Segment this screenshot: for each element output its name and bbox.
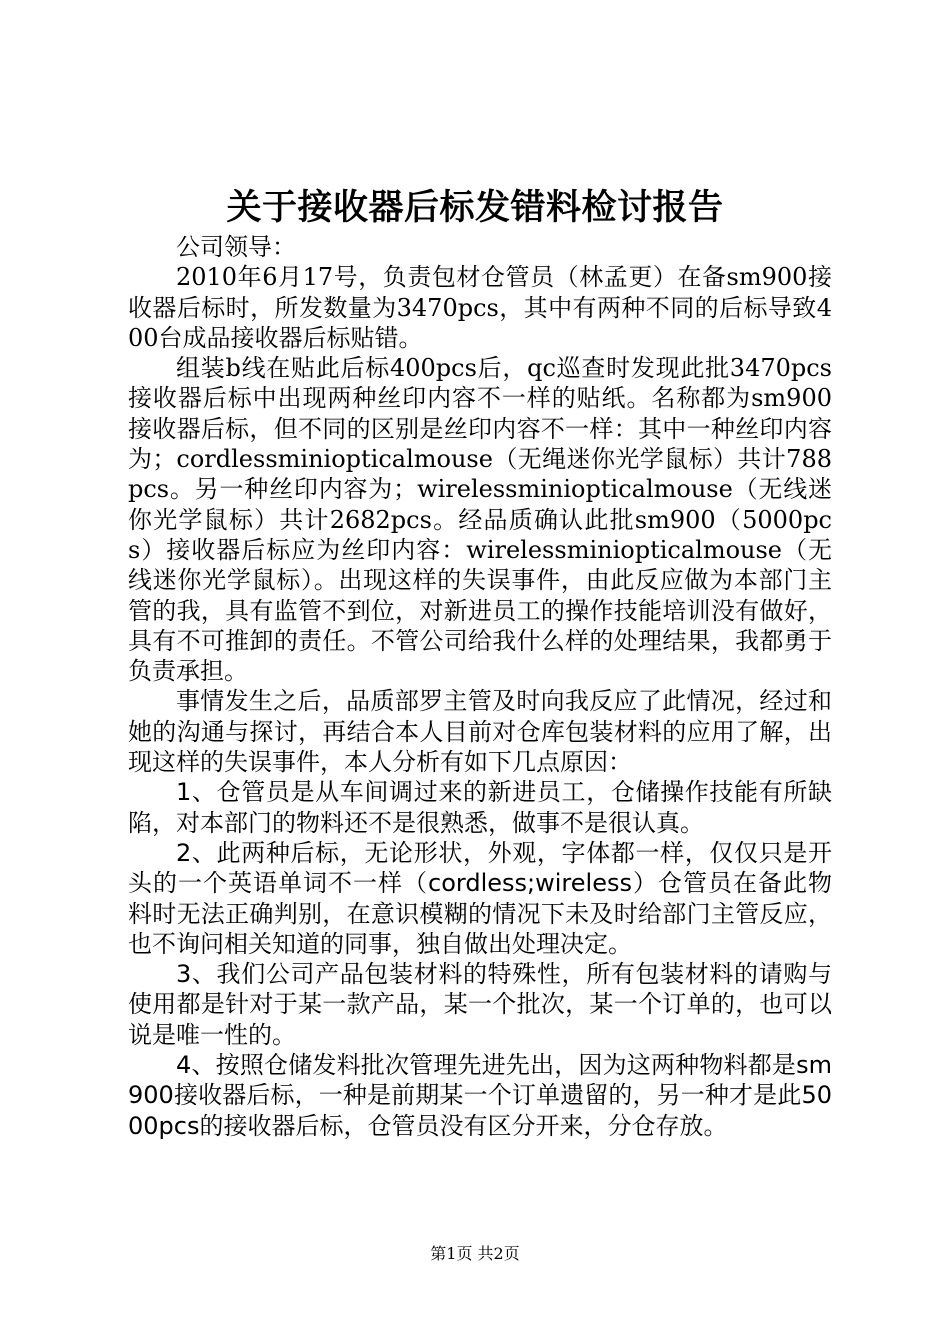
page-footer: 第1页 共2页	[430, 1244, 520, 1263]
reason-item: 2、此两种后标，无论形状，外观，字体都一样，仅仅只是开头的一个英语单词不一样（cordless;wireless）仓管员在备此物料时无法正确判别，在意识模糊的情况下未及时给部门主管反应，也不询问相关知道的同事，独自做出处理决定。	[128, 838, 832, 958]
paragraph-discovery: 组装b线在贴此后标400pcs后，qc巡查时发现此批3470pcs接收器后标中出现两种丝印内容不一样的贴纸。名称都为sm900接收器后标，但不同的区别是丝印内容不一样：其中一种丝印内容为；cordlessminiopticalmouse（无绳迷你光学鼠标）共计788pcs。另一种丝印内容为；wirelessminiopticalmouse（无线迷你光学鼠标）共计2682pcs。经品质确认此批sm900（5000pcs）接收器后标应为丝印内容：wirelessminiopticalmouse（无线迷你光学鼠标）。出现这样的失误事件，由此反应做为本部门主管的我，具有监管不到位，对新进员工的操作技能培训没有做好，具有不可推卸的责任。不管公司给我什么样的处理结果，我都勇于负责承担。	[128, 354, 832, 686]
salutation: 公司领导：	[176, 233, 296, 261]
paragraph-analysis-intro: 事情发生之后，品质部罗主管及时向我反应了此情况，经过和她的沟通与探讨，再结合本人目前对仓库包装材料的应用了解，出现这样的失误事件，本人分析有如下几点原因：	[128, 687, 832, 777]
reason-item: 4、按照仓储发料批次管理先进先出，因为这两种物料都是sm900接收器后标，一种是前期某一个订单遗留的，另一种才是此5000pcs的接收器后标，仓管员没有区分开来，分仓存放。	[128, 1051, 832, 1140]
document-body	[128, 232, 832, 1141]
document-title: 关于接收器后标发错料检讨报告	[226, 187, 724, 228]
reason-item: 1、仓管员是从车间调过来的新进员工，仓储操作技能有所缺陷，对本部门的物料还不是很熟悉，做事不是很认真。	[128, 778, 832, 837]
reason-item: 3、我们公司产品包装材料的特殊性，所有包装材料的请购与使用都是针对于某一款产品，某一个批次，某一个订单的，也可以说是唯一性的。	[128, 960, 832, 1049]
paragraph-incident: 2010年6月17号，负责包材仓管员（林孟更）在备sm900接收器后标时，所发数量为3470pcs，其中有两种不同的后标导致400台成品接收器后标贴错。	[128, 263, 832, 352]
